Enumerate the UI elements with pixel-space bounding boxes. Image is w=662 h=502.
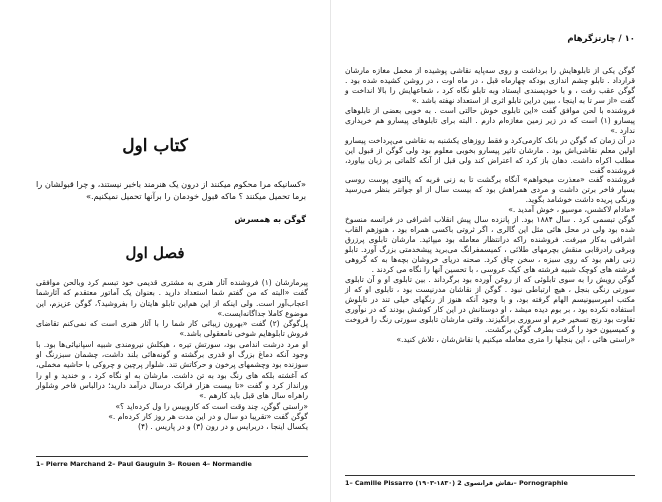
paragraph: پیرمارشان (۱) فروشنده آثار هنری به مشتری قدیمی خود تبسم کرد وبالحن موافقی گفت «البته که من گفتم شما استعداد دارید . بعنوان یک آماتور معتقدم که آثارشما اعجاب‌آور است. ولی اینکه از این هم‌این تابلو هایتان را بفروشید؟، گوگن عزیزم، این موضوع کاملا جداگانه‌ایست.»: [36, 278, 308, 318]
paragraph: او مرد درشت اندامی بود، سورتش تیره ، هیکلش نیرومندی شبیه اسپانیائی‌ها بود. با وجود آنکه دماغ بزرگ او قدری برگشته و گونه‌هائی بلند داشت، چشمان سبزرنگ او سوزنده بود وچشمهای پرخون و حرکاتش تند. شلوار پرچین و چروکی با حاشیه مخملی، که آغشته بلکه های رنگ بود به تن داشت. مارشان به او نگاه کرد ، و خندید و او را ورانداز کرد و گفت «تا بیست هزار فرانک درسال درآمد دارید؛ درالباس فاخر وشلوار راهراه سال های قبل باید کارهم .»: [36, 339, 308, 401]
book-title: کتاب اول: [122, 136, 188, 156]
paragraph: گوگن گفت «تقریبا دو سال و در این مدت هر روز کار کرده‌ام .»: [108, 411, 308, 421]
footnote-divider: [345, 475, 635, 476]
epigraph-signature: گوگن به همسرش: [234, 214, 306, 224]
left-page-body: [36, 278, 308, 432]
footnote: 1– Camille Pissarro (۱۹۰۳-۱۸۳۰) نقاش فرانسوی 2– Pornographie: [345, 479, 568, 487]
epigraph-quote: «کسانیکه مرا محکوم میکنند از درون یک هنرمند باخبر نیستند، و چرا قبولشان را برما تحمیل میکنند ؟ ماکه قبول خودمان را برآنها تحمیل نمیکنیم.»: [36, 179, 306, 201]
paragraph: در آن زمان که گوگن در بانک کارمی‌کرد و فقط روزهای یکشنبه به نقاشی می‌پرداخت پیسارو اولین معلم نقاشی‌اش بود . مارشان تاثیر پیسارو بخوبی معلوم بود ولی گوگن از قبول این مطلب اکراه داشت. دهان باز کرد که اعتراض کند ولی قبل از آنکه کلماتی بر زبان بیاورد، فروشنده گفت: [345, 135, 635, 175]
footnote: 1– Pierre Marchand 2– Paul Gauguin 3– Rouen 4– Normandie: [36, 460, 252, 468]
paragraph: پل‌گوگن (۲) گفت «بهرون زیبائی کار شما را با آثار هنری است که نمی‌کنم تقاضای فروش تابلوهایم شوخی نامعقولی باشد.»: [36, 319, 308, 339]
paragraph: «راستی گوگن، چند وقت است که کاروبیس را ول کرده‌اید ؟»: [115, 401, 308, 411]
paragraph: گوگن یکی از تابلوهایش را برداشت و روی سه‌پایه نقاشی پوشیده از مخمل مغازه مارشان قرارداد . تابلو چشم اندازی بودکه چهارماه قبل ، در ماه اوت ، در روشن کشیده شده بود . گوگن عقب رفت ، و با خودپسندی ایستاد وبه تابلو نگاه کرد ، شعاعهایش را بالا انداخت و گفت «از سر تا به اینجا ، ببین دراین تابلو اثری از استعداد نهفته باشد .»: [345, 66, 635, 105]
paragraph: «مادام لاکشس، موسیو ، خوش آمدید .»: [508, 205, 635, 215]
chapter-title: فصل اول: [125, 244, 185, 262]
paragraph: فروشنده با لحن موافق گفت «این تابلوی خوش حالتی است . به خوبی بعضی از تابلوهای پیسارو (۱) است که در زیر زمین مغازه‌ام دارم . البته برای تابلوهای پیسارو هم خریداری ندارد .»: [345, 105, 635, 135]
right-page: [331, 0, 662, 502]
paragraph: «راستی هائی ، این بنجلها را متری معامله میکنیم یا نقاش‌شان ، تلاش کنید.»: [396, 334, 635, 344]
right-page-body: [345, 66, 635, 345]
running-header: ۱۰ / چارتزگرهام: [567, 34, 635, 44]
paragraph: گوگن تبسمی کرد . سال ۱۸۸۴ بود. از پانزده سال پیش انقلاب اشرافی در فرانسه منسوخ شده بود ولی در محل هائی مثل این گالری ، اگر ثروتی باکسی همراه بود ، هنوزهم القاب اشرافی به‌کار میرفت. فروشنده راکه درانتظار معامله بود میپائید. مارشان تابلوی پرزرق وبرقی رادرقابی منقش بچرمهای طلائی ، کمیسمفرانگ می‌برید پیشخدمتی بزرگ آورد. تابلو زنی راهم بود که روی سبزه ، سخن چاق کرد. صحنه دریای خروشان بچه‌ها به که گروهی فرشته های کوچک شبیه فرشته های کیک عروسی ، با تحسین آنها را نگاه می کردند .: [345, 215, 635, 275]
paragraph: یکسال اینجا ، دربرایس و در رون (۳) و در پاریس . (۴): [137, 422, 308, 432]
paragraph: فروشنده گفت «معذرت میخواهم» آنگاه برگشت تا به زنی فربه که پالتوی پوست روسی بسیار فاخر برتن داشت و مردی همراهش بود که بیست سال از او جوانتر بنظر می‌رسید ورنگی پریده داشت خوشامد بگوید.: [345, 175, 635, 205]
paragraph: گوگن رویش را به سوی تابلوئی که از روغن آورده بود برگرداند . بین تابلوی او و آن تابلوی سورتی رنگی بنجل ، هیچ ارتباطی نبود . گوگن از نقاشان مدرنیست بود ، تابلوی او که از مکتب امپرسیونیسم الهام گرفته بود، و با وجود آنکه هنوز از رنگهای خیلی تند در تابلوش استفاده نکرده بود ، بر بوم دیده میشد ، او دوستانش در این کار کوشش بودند که در نوآوری تفاوت بود رنج تسخیر خرم او سروری برانگیزند. وقتی مارشان تابلوی سورتی رنگ را فروخت و کمیسیون خود را گرفت بطرف گوگن برگشت.: [345, 275, 635, 334]
footnote-divider: [36, 456, 308, 457]
